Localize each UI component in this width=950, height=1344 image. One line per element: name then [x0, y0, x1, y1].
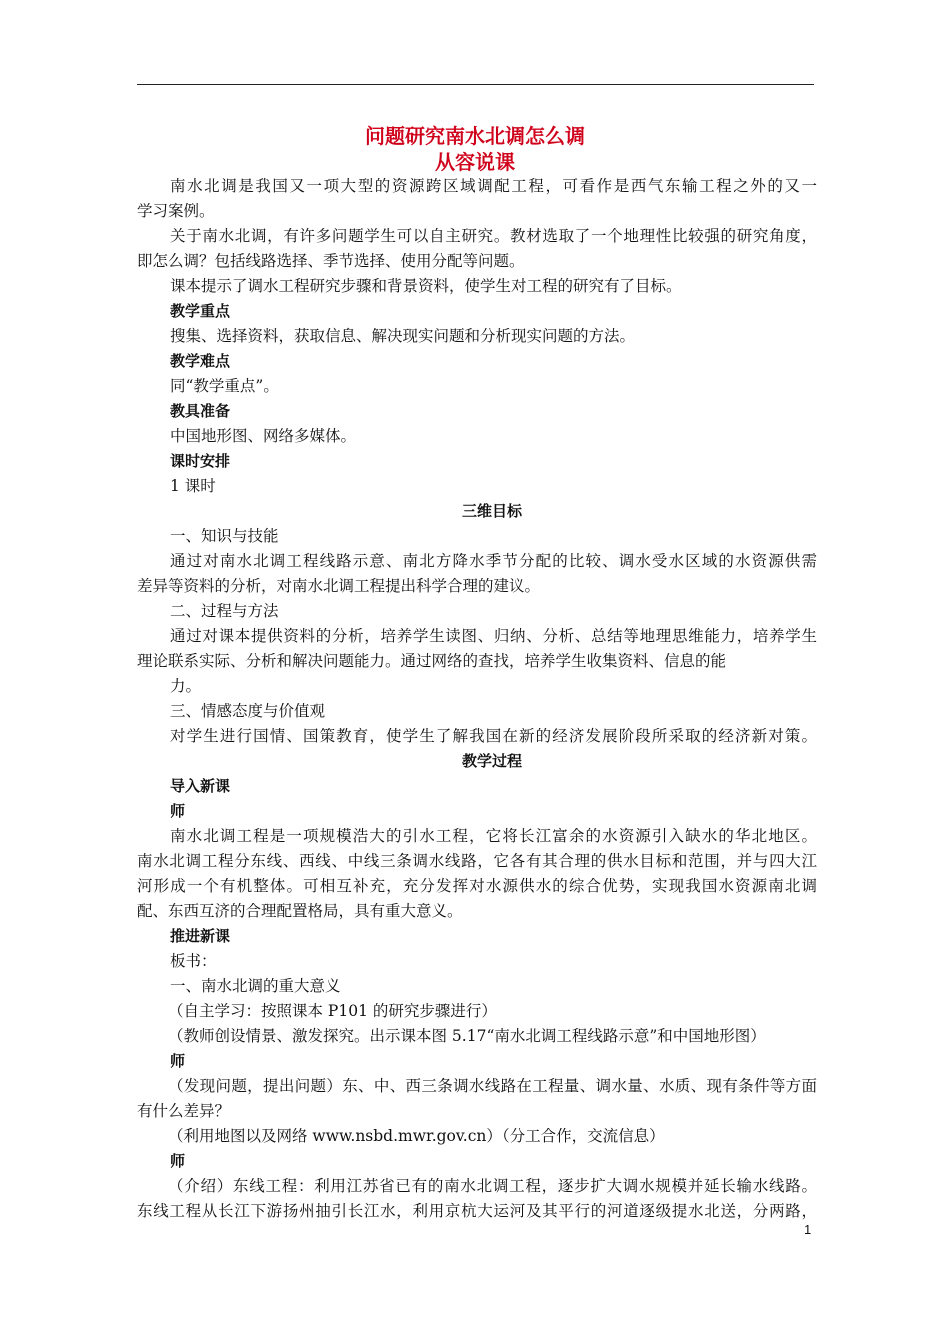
- text-line: 通过对南水北调工程线路示意、南北方降水季节分配的比较、调水受水区域的水资源供需: [170, 552, 817, 570]
- text-line: 一、知识与技能: [170, 527, 279, 545]
- section-heading: 师: [170, 802, 186, 820]
- page-number: 1: [804, 1222, 812, 1237]
- text-line: 南水北调是我国又一项大型的资源跨区域调配工程，可看作是西气东输工程之外的又一: [170, 177, 817, 195]
- text-line: 学习案例。: [137, 202, 215, 220]
- text-line: （自主学习：按照课本 P101 的研究步骤进行）: [168, 1002, 497, 1020]
- text-line: 通过对课本提供资料的分析，培养学生读图、归纳、分析、总结等地理思维能力，培养学生: [170, 627, 817, 645]
- text-line: 一、南水北调的重大意义: [170, 977, 341, 995]
- text-line: 三、情感态度与价值观: [170, 702, 326, 720]
- section-heading: 推进新课: [170, 927, 231, 945]
- text-line: （介绍）东线工程：利用江苏省已有的南水北调工程，逐步扩大调水规模并延长输水线路。: [168, 1177, 817, 1195]
- section-heading: 导入新课: [170, 777, 231, 795]
- text-line: 即怎么调？包括线路选择、季节选择、使用分配等问题。: [137, 252, 525, 270]
- section-heading: 教学重点: [170, 302, 231, 320]
- section-heading: 师: [170, 1152, 186, 1170]
- text-line: 差异等资料的分析，对南水北调工程提出科学合理的建议。: [137, 577, 541, 595]
- text-line: 力。: [170, 677, 202, 695]
- text-line: 有什么差异？: [137, 1102, 231, 1120]
- text-line: （教师创设情景、激发探究。出示课本图 5.17“南水北调工程线路示意”和中国地形图）: [168, 1027, 766, 1045]
- text-line: 南水北调工程是一项规模浩大的引水工程，它将长江富余的水资源引入缺水的华北地区。: [170, 827, 817, 845]
- text-line: 关于南水北调，有许多问题学生可以自主研究。教材选取了一个地理性比较强的研究角度，: [170, 227, 817, 245]
- text-line: 中国地形图、网络多媒体。: [170, 427, 357, 445]
- text-line: 搜集、选择资料，获取信息、解决现实问题和分析现实问题的方法。: [170, 327, 636, 345]
- section-heading: 教学过程: [461, 752, 522, 770]
- text-line: （发现问题，提出问题）东、中、西三条调水线路在工程量、调水量、水质、现有条件等方面: [168, 1077, 817, 1095]
- document-body: [137, 174, 817, 1224]
- text-line: 同“教学重点”。: [170, 377, 279, 395]
- text-line: 河形成一个有机整体。可相互补充，充分发挥对水源供水的综合优势，实现我国水资源南北调: [137, 877, 817, 895]
- text-line: 配、东西互济的合理配置格局，具有重大意义。: [137, 902, 463, 920]
- text-line: 东线工程从长江下游扬州抽引长江水，利用京杭大运河及其平行的河道逐级提水北送，分两路，: [137, 1202, 817, 1220]
- text-line: 对学生进行国情、国策教育，使学生了解我国在新的经济发展阶段所采取的经济新对策。: [170, 727, 817, 745]
- section-heading: 三维目标: [461, 502, 522, 520]
- section-heading: 课时安排: [170, 452, 231, 470]
- header-rule: [137, 84, 814, 85]
- text-line: 二、过程与方法: [170, 602, 279, 620]
- text-line: 1 课时: [170, 477, 216, 495]
- text-line: 理论联系实际、分析和解决问题能力。通过网络的查找，培养学生收集资料、信息的能: [137, 652, 727, 670]
- text-line: 板书：: [170, 952, 217, 970]
- text-line: （利用地图以及网络 www.nsbd.mwr.gov.cn）（分工合作，交流信息）: [168, 1127, 665, 1145]
- document-subtitle: 从容说课: [435, 150, 515, 174]
- text-line: 南水北调工程分东线、西线、中线三条调水线路，它各有其合理的供水目标和范围，并与四大江: [137, 852, 817, 870]
- section-heading: 教学难点: [170, 352, 231, 370]
- section-heading: 教具准备: [170, 402, 231, 420]
- section-heading: 师: [170, 1052, 186, 1070]
- text-line: 课本提示了调水工程研究步骤和背景资料，使学生对工程的研究有了目标。: [170, 277, 682, 295]
- document-title: 问题研究南水北调怎么调: [365, 124, 585, 148]
